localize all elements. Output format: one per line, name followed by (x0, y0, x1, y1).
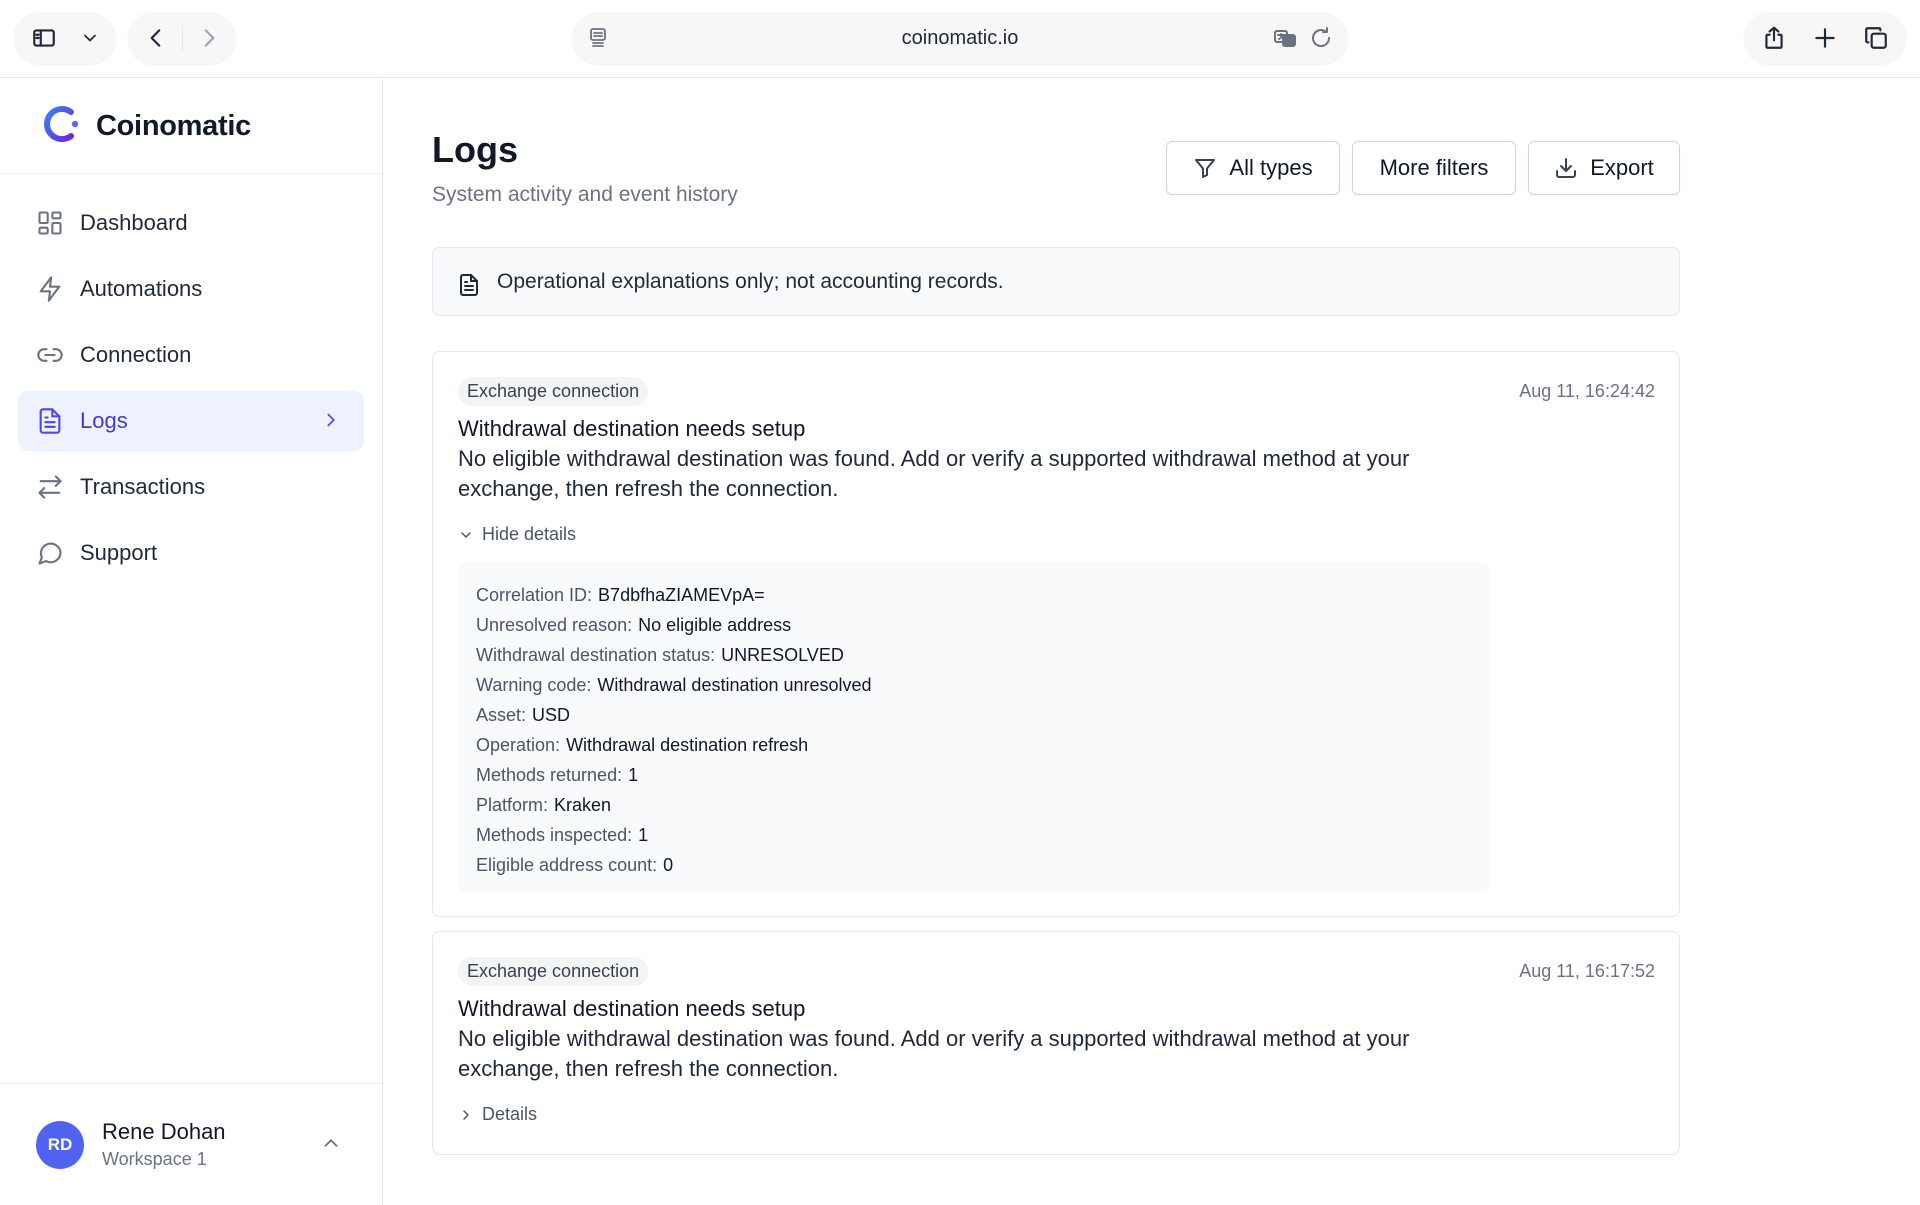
log-title: Withdrawal destination needs setup (458, 996, 806, 1021)
navigation-group (128, 12, 236, 64)
sidebar-nav (0, 174, 382, 583)
detail-value: Withdrawal destination refresh (566, 735, 809, 755)
browser-toolbar (0, 0, 1920, 78)
log-timestamp: Aug 11, 16:17:52 (1519, 961, 1655, 981)
sidebar-icon[interactable] (18, 12, 70, 64)
reload-icon[interactable] (1304, 12, 1338, 64)
log-card (432, 931, 1680, 1155)
tabs-icon[interactable] (1851, 12, 1902, 64)
more-filters-label: More filters (1379, 155, 1489, 180)
chevron-up-icon (320, 1132, 342, 1159)
log-timestamp: Aug 11, 16:24:42 (1519, 381, 1655, 401)
log-details-panel (458, 562, 1490, 892)
brand-name: Coinomatic (96, 109, 251, 142)
new-tab-icon[interactable] (1799, 12, 1850, 64)
sidebar-item-label: Logs (80, 408, 128, 433)
detail-value: 1 (638, 825, 649, 845)
detail-key: Operation: (476, 735, 561, 755)
document-icon (457, 273, 481, 297)
sidebar-item-support[interactable] (18, 523, 364, 583)
arrows-icon (36, 473, 64, 501)
window-actions-group (1744, 12, 1906, 64)
detail-row (476, 700, 1472, 730)
sidebar-item-label: Support (80, 540, 158, 565)
user-menu[interactable] (0, 1083, 382, 1205)
dashboard-icon (36, 209, 64, 237)
toggle-label: Details (482, 1104, 538, 1124)
document-icon (36, 407, 64, 435)
more-filters-button[interactable] (1352, 141, 1516, 195)
chat-icon (36, 539, 64, 567)
detail-value: USD (532, 705, 571, 725)
sidebar-item-label: Dashboard (80, 210, 188, 235)
export-button[interactable] (1528, 141, 1680, 195)
bolt-icon (36, 275, 64, 303)
chevron-down-icon (458, 527, 474, 543)
forward-icon[interactable] (183, 12, 235, 64)
detail-row (476, 730, 1472, 760)
detail-row (476, 580, 1472, 610)
notice-text: Operational explanations only; not accounting records. (497, 269, 1004, 293)
log-card (432, 351, 1680, 917)
sidebar-item-connection[interactable] (18, 325, 364, 385)
sidebar-item-label: Transactions (80, 474, 206, 499)
sidebar-item-automations[interactable] (18, 259, 364, 319)
detail-value: 0 (663, 855, 674, 875)
detail-key: Withdrawal destination status: (476, 645, 716, 665)
filter-icon (1193, 156, 1217, 180)
link-icon (36, 341, 64, 369)
detail-value: B7dbfhaZIAMEVpA= (598, 585, 765, 605)
detail-row (476, 820, 1472, 850)
all-types-label: All types (1229, 155, 1313, 180)
detail-key: Asset: (476, 705, 527, 725)
category-badge: Exchange connection (458, 377, 648, 406)
url-text[interactable]: coinomatic.io (901, 27, 1019, 49)
info-notice (432, 247, 1680, 316)
avatar: RD (36, 1121, 84, 1169)
hide-details-toggle[interactable] (458, 524, 576, 545)
detail-key: Warning code: (476, 675, 592, 695)
detail-value: 1 (628, 765, 639, 785)
sidebar (0, 79, 383, 1205)
address-bar[interactable] (572, 12, 1348, 64)
page-subtitle: System activity and event history (432, 183, 738, 206)
log-description: No eligible withdrawal destination was found. Add or verify a supported withdrawal method at your exchange, then refresh the connection. (458, 446, 1410, 501)
sidebar-item-logs[interactable] (18, 391, 364, 451)
detail-value: No eligible address (638, 615, 792, 635)
export-label: Export (1590, 155, 1654, 180)
detail-row (476, 760, 1472, 790)
chevron-right-icon (458, 1107, 474, 1123)
detail-key: Unresolved reason: (476, 615, 633, 635)
brand[interactable] (0, 79, 382, 174)
detail-row (476, 610, 1472, 640)
download-icon (1554, 156, 1578, 180)
share-icon[interactable] (1748, 12, 1799, 64)
translate-icon[interactable] (1268, 12, 1302, 64)
user-name: Rene Dohan (102, 1119, 226, 1144)
detail-key: Platform: (476, 795, 549, 815)
workspace-name: Workspace 1 (102, 1149, 207, 1169)
detail-value: Kraken (554, 795, 612, 815)
log-description: No eligible withdrawal destination was found. Add or verify a supported withdrawal method at your exchange, then refresh the connection. (458, 1026, 1410, 1081)
chevron-down-icon[interactable] (70, 12, 110, 64)
category-badge: Exchange connection (458, 957, 648, 986)
coinomatic-logo-icon (38, 102, 82, 151)
chevron-right-icon (320, 409, 342, 431)
toolbar (1166, 141, 1680, 195)
sidebar-item-label: Automations (80, 276, 203, 301)
detail-key: Methods inspected: (476, 825, 633, 845)
back-icon[interactable] (130, 12, 182, 64)
show-details-toggle[interactable] (458, 1104, 537, 1125)
detail-value: UNRESOLVED (721, 645, 844, 665)
sidebar-item-transactions[interactable] (18, 457, 364, 517)
page-title: Logs (432, 129, 518, 170)
detail-row (476, 850, 1472, 880)
sidebar-toggle-group (14, 12, 116, 64)
log-title: Withdrawal destination needs setup (458, 416, 806, 441)
toggle-label: Hide details (482, 524, 577, 544)
detail-key: Methods returned: (476, 765, 623, 785)
detail-row (476, 790, 1472, 820)
detail-key: Eligible address count: (476, 855, 658, 875)
all-types-button[interactable] (1166, 141, 1340, 195)
detail-row (476, 670, 1472, 700)
detail-value: Withdrawal destination unresolved (597, 675, 872, 695)
detail-key: Correlation ID: (476, 585, 593, 605)
sidebar-item-dashboard[interactable] (18, 193, 364, 253)
sidebar-item-label: Connection (80, 342, 192, 367)
detail-row (476, 640, 1472, 670)
